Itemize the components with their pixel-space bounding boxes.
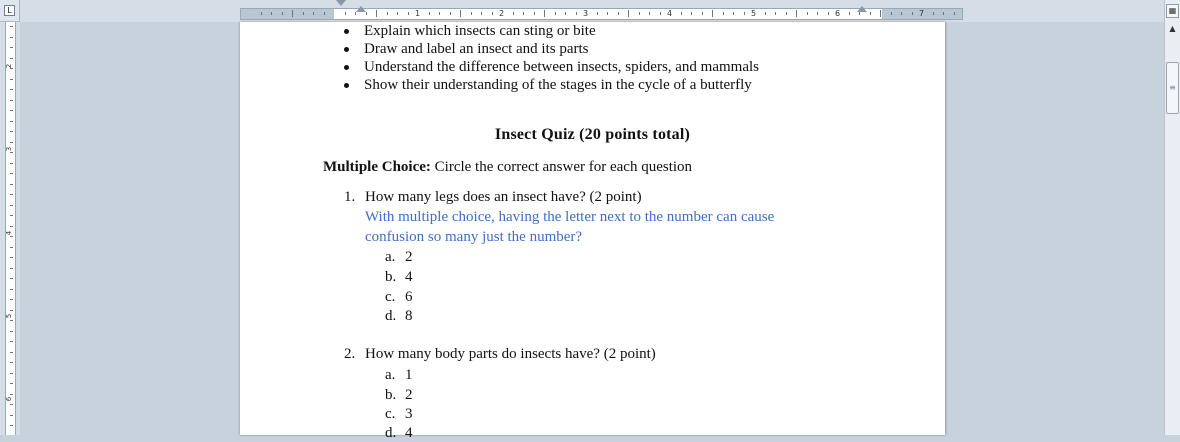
ruler-tick <box>324 12 325 15</box>
tab-selector-button[interactable]: L <box>4 5 15 16</box>
ruler-number: 4 <box>5 230 14 236</box>
ruler-tick <box>10 194 13 195</box>
ruler-tick <box>702 12 703 15</box>
ruler-tick <box>10 26 13 27</box>
ruler-tick <box>933 12 934 15</box>
ruler-tick <box>796 10 797 17</box>
ruler-tick <box>376 10 377 17</box>
ruler-tick <box>660 12 661 15</box>
ruler-tick <box>10 89 13 90</box>
ruler-number: 3 <box>5 146 14 152</box>
ruler-tick <box>429 12 430 15</box>
ruler-tick <box>544 10 545 17</box>
comment-line: confusion so many just the number? <box>365 229 583 245</box>
ruler-number: 6 <box>5 396 14 402</box>
ruler-tick <box>408 12 409 15</box>
ruler-number: 7 <box>919 9 925 18</box>
ruler-number: 2 <box>499 9 505 18</box>
ruler-tick <box>10 142 13 143</box>
instruction-text: Circle the correct answer for each question <box>430 159 693 175</box>
ruler-tick <box>901 12 902 15</box>
answer-option <box>385 289 413 306</box>
option-value: 1 <box>405 367 413 383</box>
ruler-tick <box>10 205 13 206</box>
ruler-tick <box>765 12 766 15</box>
list-item: Explain which insects can sting or bite <box>340 22 759 40</box>
ruler-tick <box>10 163 13 164</box>
option-letter: b. <box>385 269 397 285</box>
ruler-number: 5 <box>5 313 14 319</box>
ruler-tick <box>628 10 629 17</box>
ruler-tick <box>10 278 13 279</box>
vertical-ruler-track <box>5 22 16 435</box>
option-value: 2 <box>405 249 413 265</box>
ruler-tick <box>10 331 13 332</box>
option-letter: c. <box>385 289 396 305</box>
option-letter: d. <box>385 425 397 441</box>
ruler-tick <box>597 12 598 15</box>
ruler-tick <box>10 215 13 216</box>
option-value: 8 <box>405 308 413 324</box>
ruler-tick <box>954 12 955 15</box>
document-page[interactable] <box>240 22 945 441</box>
multiple-choice-label: Multiple Choice: <box>323 159 431 175</box>
answer-option <box>385 367 413 384</box>
hanging-indent-marker[interactable] <box>356 6 366 12</box>
ruler-tick <box>733 12 734 15</box>
quiz-title: Insect Quiz (20 points total) <box>494 126 691 143</box>
ruler-tick <box>261 12 262 15</box>
list-item: Show their understanding of the stages in the cycle of a butterfly <box>340 76 759 94</box>
ruler-tick <box>523 12 524 15</box>
answer-option <box>385 249 413 266</box>
ruler-tick <box>10 383 13 384</box>
ruler-tick <box>366 12 367 15</box>
ruler-tick <box>943 12 944 15</box>
first-line-indent-marker[interactable] <box>336 0 346 6</box>
ruler-tick <box>807 12 808 15</box>
ruler-number: 5 <box>751 9 757 18</box>
ruler-tick <box>10 247 13 248</box>
ruler-tick <box>460 10 461 17</box>
ruler-tick <box>450 12 451 15</box>
ruler-tick <box>723 12 724 15</box>
ruler-tick <box>10 173 13 174</box>
ruler-tick <box>828 12 829 15</box>
ruler-tick <box>565 12 566 15</box>
option-letter: d. <box>385 308 397 324</box>
ruler-tick <box>492 12 493 15</box>
ruler-tick <box>10 58 13 59</box>
answer-option <box>385 406 413 423</box>
ruler-tick <box>10 121 13 122</box>
ruler-tick <box>775 12 776 15</box>
ruler-number: 6 <box>835 9 841 18</box>
ruler-tick <box>10 184 13 185</box>
vertical-ruler[interactable] <box>0 22 20 435</box>
question-number: 2. <box>344 346 356 362</box>
ruler-tick <box>10 310 13 311</box>
ruler-tick <box>10 320 13 321</box>
ruler-tick <box>10 362 13 363</box>
ruler-corner <box>0 0 20 22</box>
ruler-left-margin <box>241 9 334 19</box>
option-letter: c. <box>385 406 396 422</box>
ruler-tick <box>345 12 346 15</box>
option-letter: a. <box>385 249 396 265</box>
ruler-tick <box>10 415 13 416</box>
ruler-tick <box>10 394 13 395</box>
ruler-track <box>240 8 963 20</box>
option-letter: a. <box>385 367 396 383</box>
question-text: How many legs does an insect have? (2 point) <box>365 189 642 205</box>
answer-option <box>385 425 413 442</box>
ruler-tick <box>10 268 13 269</box>
ruler-number: 4 <box>667 9 673 18</box>
right-indent-marker[interactable] <box>857 6 867 12</box>
answer-option <box>385 387 413 404</box>
option-value: 2 <box>405 387 413 403</box>
ruler-tick <box>471 12 472 15</box>
ruler-tick <box>313 12 314 15</box>
ruler-tick <box>618 12 619 15</box>
vertical-scrollbar[interactable] <box>1164 0 1180 435</box>
ruler-tick <box>817 12 818 15</box>
ruler-tick <box>576 12 577 15</box>
ruler-tick <box>10 226 13 227</box>
ruler-tick <box>10 236 13 237</box>
multiple-choice-instruction <box>323 159 692 176</box>
ruler-tick <box>712 10 713 17</box>
ruler-tick <box>10 352 13 353</box>
ruler-tick <box>10 100 13 101</box>
option-value: 4 <box>405 425 413 441</box>
ruler-tick <box>10 404 13 405</box>
ruler-tick <box>10 37 13 38</box>
ruler-tick <box>10 341 13 342</box>
ruler-tick <box>681 12 682 15</box>
ruler-tick <box>912 12 913 15</box>
answer-option <box>385 308 413 325</box>
ruler-tick <box>271 12 272 15</box>
ruler-tick <box>691 12 692 15</box>
ruler-tick <box>859 12 860 15</box>
option-value: 3 <box>405 406 413 422</box>
ruler-tick <box>555 12 556 15</box>
ruler-tick <box>870 12 871 15</box>
ruler-tick <box>282 12 283 15</box>
ruler-tick <box>10 289 13 290</box>
option-letter: b. <box>385 387 397 403</box>
ruler-number: 1 <box>415 9 421 18</box>
list-item: Draw and label an insect and its parts <box>340 40 759 58</box>
ruler-tick <box>744 12 745 15</box>
ruler-toggle-icon[interactable]: ▦ <box>1166 4 1179 18</box>
horizontal-ruler[interactable] <box>20 0 1164 22</box>
ruler-tick <box>513 12 514 15</box>
answer-option <box>385 269 413 286</box>
ruler-tick <box>10 110 13 111</box>
ruler-tick <box>439 12 440 15</box>
scroll-up-arrow-icon[interactable]: ▲ <box>1169 24 1176 33</box>
ruler-tick <box>10 257 13 258</box>
question-text: How many body parts do insects have? (2 point) <box>365 346 656 362</box>
ruler-tick <box>534 12 535 15</box>
ruler-tick <box>849 12 850 15</box>
ruler-tick <box>786 12 787 15</box>
ruler-tick <box>880 10 881 17</box>
comment-line: With multiple choice, having the letter next to the number can cause <box>365 209 775 225</box>
ruler-tick <box>10 131 13 132</box>
scroll-thumb[interactable]: ≡ <box>1166 62 1179 114</box>
ruler-tick <box>481 12 482 15</box>
ruler-tick <box>387 12 388 15</box>
ruler-tick <box>303 12 304 15</box>
ruler-number: 3 <box>583 9 589 18</box>
ruler-tick <box>397 12 398 15</box>
ruler-number: 2 <box>5 63 14 69</box>
ruler-tick <box>10 299 13 300</box>
ruler-tick <box>10 47 13 48</box>
ruler-tick <box>10 152 13 153</box>
ruler-tick <box>649 12 650 15</box>
ruler-tick <box>10 79 13 80</box>
ruler-tick <box>355 12 356 15</box>
ruler-tick <box>10 373 13 374</box>
list-item: Understand the difference between insects, spiders, and mammals <box>340 58 759 76</box>
ruler-tick <box>891 12 892 15</box>
ruler-tick <box>607 12 608 15</box>
question-number: 1. <box>344 189 356 205</box>
option-value: 6 <box>405 289 413 305</box>
objectives-list <box>340 22 759 94</box>
option-value: 4 <box>405 269 413 285</box>
ruler-tick <box>639 12 640 15</box>
ruler-tick <box>10 425 13 426</box>
ruler-tick <box>292 10 293 17</box>
